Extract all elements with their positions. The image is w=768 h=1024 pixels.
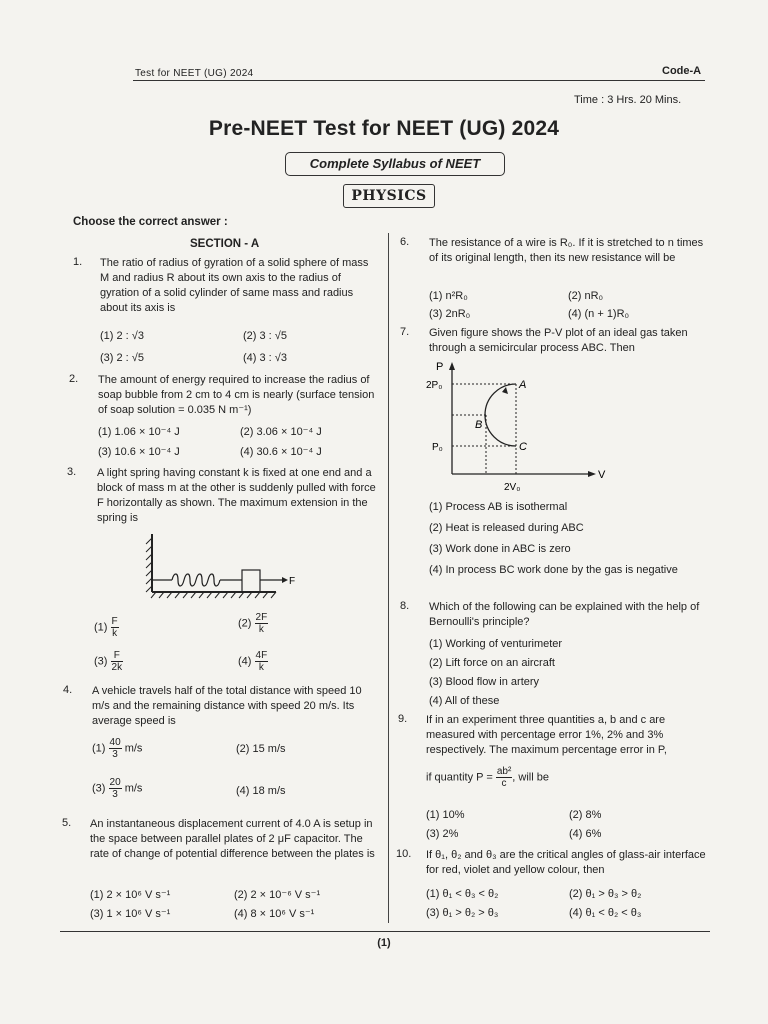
q1-option-4: (4) 3 : √3: [243, 352, 287, 364]
header-test-name: Test for NEET (UG) 2024: [135, 68, 254, 79]
question-2-text: The amount of energy required to increase the radius of soap bubble from 2 cm to 4 cm is nearly (surface tension of soap solution = 0.035 N m⁻¹): [98, 374, 375, 416]
question-7-text: Given figure shows the P-V plot of an ideal gas taken through a semicircular process ABC. Then: [429, 327, 688, 354]
force-label: F: [289, 576, 296, 587]
q3-option-1: (1) $\frac{F}{k}$: [94, 616, 118, 639]
header-rule: [133, 80, 705, 81]
q5-option-3: (3) 1 × 10⁶ V s⁻¹: [90, 908, 171, 920]
q5-option-1: (1) 2 × 10⁶ V s⁻¹: [90, 889, 171, 901]
question-8-text: Which of the following can be explained with the help of Bernoulli's principle?: [429, 601, 700, 628]
subject-box: PHYSICS: [343, 184, 435, 208]
q6-option-3: (3) 2nR₀: [429, 308, 471, 320]
p-axis-label: P: [436, 361, 444, 373]
q4-option-4: (4) 18 m/s: [236, 785, 286, 797]
section-heading: SECTION - A: [190, 238, 260, 250]
question-3-text: A light spring having constant k is fixed at one end and a block of mass m at the other is suddenly pulled with force F horizontally as shown. The maximum extension in the spring is: [97, 467, 376, 524]
p-high-label: 2P₀: [426, 380, 443, 391]
question-10-text: If θ₁, θ₂ and θ₃ are the critical angles of glass-air interface for red, violet and yellow colour, then: [426, 849, 706, 876]
q9-formula: if quantity P = $\frac{\text{ab²}}{c}$ , will be: [426, 766, 549, 789]
q10-option-4: (4) θ₁ < θ₂ < θ₃: [569, 907, 642, 919]
q5-option-4: (4) 8 × 10⁶ V s⁻¹: [234, 908, 315, 920]
q8-option-1: (1) Working of venturimeter: [429, 638, 563, 650]
q8-option-2: (2) Lift force on an aircraft: [429, 657, 555, 669]
page-title: Pre-NEET Test for NEET (UG) 2024: [208, 117, 560, 140]
q3-option-2: (2) $\frac{2F}{k}$: [238, 612, 268, 635]
column-divider: [388, 233, 389, 923]
point-c-label: C: [519, 441, 527, 453]
q9-option-1: (1) 10%: [426, 809, 465, 821]
v-axis-label: V: [598, 469, 606, 481]
q10-option-1: (1) θ₁ < θ₃ < θ₂: [426, 888, 499, 900]
v-mark-label: 2V₀: [504, 482, 521, 493]
q8-option-4: (4) All of these: [429, 695, 500, 707]
q4-option-2: (2) 15 m/s: [236, 743, 286, 755]
page-number: (1): [377, 937, 391, 949]
q7-option-2: (2) Heat is released during ABC: [429, 522, 584, 534]
subtitle-box: Complete Syllabus of NEET: [285, 152, 505, 176]
time-limit: Time : 3 Hrs. 20 Mins.: [574, 94, 682, 106]
q8-option-3: (3) Blood flow in artery: [429, 676, 540, 688]
q2-option-1: (1) 1.06 × 10⁻⁴ J: [98, 426, 180, 438]
q6-option-4: (4) (n + 1)R₀: [568, 308, 630, 320]
q7-option-1: (1) Process AB is isothermal: [429, 501, 568, 513]
question-number: 1.: [73, 256, 83, 268]
q1-option-3: (3) 2 : √5: [100, 352, 144, 364]
q4-option-1: (1) $\frac{40}{3}$ m/s: [92, 737, 143, 760]
question-number: 9.: [398, 713, 408, 725]
footer-rule: [60, 931, 710, 932]
q10-option-3: (3) θ₁ > θ₂ > θ₃: [426, 907, 499, 919]
question-number: 3.: [67, 466, 77, 478]
point-a-label: A: [519, 379, 527, 391]
header-code: Code-A: [662, 65, 702, 77]
q9-option-3: (3) 2%: [426, 828, 459, 840]
pv-graph: [420, 358, 620, 498]
question-6-text: The resistance of a wire is R₀. If it is stretched to n times of its original length, then its new resistance will be: [429, 237, 704, 264]
q10-option-2: (2) θ₁ > θ₃ > θ₂: [569, 888, 642, 900]
q9-option-4: (4) 6%: [569, 828, 602, 840]
q6-option-2: (2) nR₀: [568, 290, 604, 302]
question-4-text: A vehicle travels half of the total distance with speed 10 m/s and the remaining distance with speed 20 m/s. Its average speed is: [92, 685, 362, 727]
question-number: 4.: [63, 684, 73, 696]
q1-option-1: (1) 2 : √3: [100, 330, 144, 342]
p-low-label: P₀: [432, 442, 443, 453]
question-number: 2.: [69, 373, 79, 385]
q9-option-2: (2) 8%: [569, 809, 602, 821]
q2-option-3: (3) 10.6 × 10⁻⁴ J: [98, 446, 180, 458]
question-1-text: The ratio of radius of gyration of a solid sphere of mass M and radius R about its own axis to the radius of gyration of a solid cylinder of same mass and radius about its axis is: [100, 257, 369, 314]
q4-option-3: (3) $\frac{20}{3}$ m/s: [92, 777, 143, 800]
q2-option-2: (2) 3.06 × 10⁻⁴ J: [240, 426, 322, 438]
point-b-label: B: [475, 419, 483, 431]
q5-option-2: (2) 2 × 10⁻⁶ V s⁻¹: [234, 889, 321, 901]
q2-option-4: (4) 30.6 × 10⁻⁴ J: [240, 446, 322, 458]
q7-option-3: (3) Work done in ABC is zero: [429, 543, 571, 555]
q6-option-1: (1) n²R₀: [429, 290, 468, 302]
instruction: Choose the correct answer :: [73, 216, 228, 228]
question-number: 10.: [396, 848, 412, 860]
q3-option-3: (3) $\frac{F}{2k}$: [94, 650, 123, 673]
question-5-text: An instantaneous displacement current of 4.0 A is setup in the space between parallel plates of 2 μF capacitor. The rate of change of potential difference between the plates is: [90, 818, 375, 860]
question-number: 6.: [400, 236, 410, 248]
question-9-text: If in an experiment three quantities a, b and c are measured with percentage error 1%, 2% and 3% respectively. The maximum percentage error in P,: [426, 714, 667, 756]
spring-block-figure: [140, 530, 300, 602]
q1-option-2: (2) 3 : √5: [243, 330, 287, 342]
question-number: 8.: [400, 600, 410, 612]
q7-option-4: (4) In process BC work done by the gas is negative: [429, 564, 678, 576]
question-number: 5.: [62, 817, 72, 829]
question-number: 7.: [400, 326, 410, 338]
q3-option-4: (4) $\frac{4F}{k}$: [238, 650, 268, 673]
